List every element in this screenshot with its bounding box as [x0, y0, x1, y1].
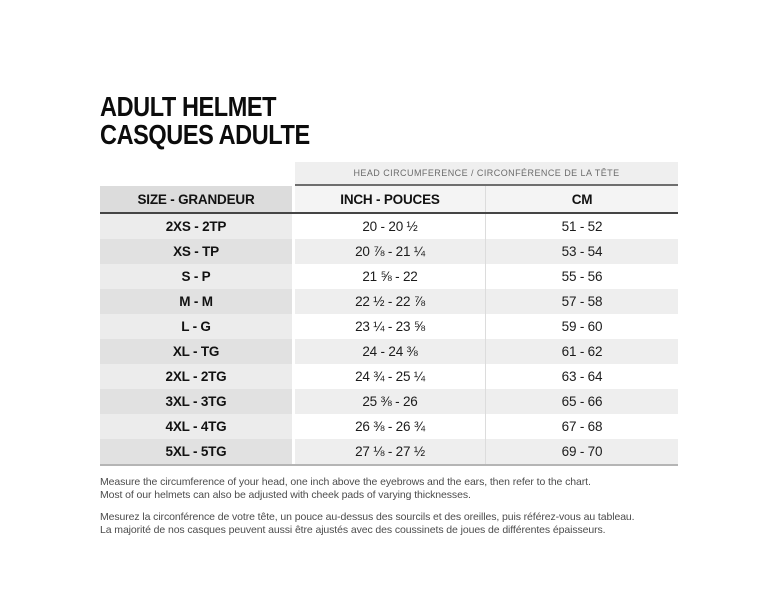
inch-cell: 27 ⅛ - 27 ½: [295, 439, 485, 464]
inch-cell: 24 ¾ - 25 ¼: [295, 364, 485, 389]
note-french: [100, 511, 678, 537]
page-title-fr: CASQUES ADULTE: [100, 119, 310, 150]
size-cell: 4XL - 4TG: [100, 414, 292, 439]
table-row: [100, 239, 678, 264]
table-row: [100, 364, 678, 389]
size-cell: XL - TG: [100, 339, 292, 364]
table-header-row: [100, 186, 678, 214]
note-french-line2: La majorité de nos casques peuvent aussi être ajustés avec des coussinets de joues de différentes épaisseurs.: [100, 524, 606, 536]
size-cell: 3XL - 3TG: [100, 389, 292, 414]
inch-cell: 23 ¼ - 23 ⅝: [295, 314, 485, 339]
size-cell: 5XL - 5TG: [100, 439, 292, 464]
head-circumference-header: HEAD CIRCUMFERENCE / CIRCONFÉRENCE DE LA TÊTE: [295, 162, 678, 186]
cm-cell: 67 - 68: [485, 414, 678, 439]
table-row: [100, 389, 678, 414]
size-chart-content: [100, 93, 678, 546]
cm-cell: 69 - 70: [485, 439, 678, 464]
span-header-spacer: [100, 162, 295, 186]
note-english-line2: Most of our helmets can also be adjusted with cheek pads of varying thicknesses.: [100, 489, 471, 501]
cm-cell: 63 - 64: [485, 364, 678, 389]
inch-cell: 22 ½ - 22 ⅞: [295, 289, 485, 314]
note-french-line1: Mesurez la circonférence de votre tête, un pouce au-dessus des sourcils et des oreilles, puis référez-vous au tableau.: [100, 511, 635, 523]
cm-cell: 51 - 52: [485, 214, 678, 239]
cm-cell: 53 - 54: [485, 239, 678, 264]
table-row: [100, 439, 678, 464]
cm-cell: 59 - 60: [485, 314, 678, 339]
size-cell: L - G: [100, 314, 292, 339]
inch-cell: 26 ⅜ - 26 ¾: [295, 414, 485, 439]
note-english: [100, 476, 678, 502]
page-title-en: ADULT HELMET: [100, 91, 277, 122]
table-row: [100, 264, 678, 289]
size-cell: 2XS - 2TP: [100, 214, 292, 239]
page-title: [100, 93, 586, 149]
col-header-cm: CM: [485, 186, 678, 212]
table-row: [100, 289, 678, 314]
table-row: [100, 314, 678, 339]
size-cell: 2XL - 2TG: [100, 364, 292, 389]
size-cell: M - M: [100, 289, 292, 314]
inch-cell: 20 - 20 ½: [295, 214, 485, 239]
measurement-notes: [100, 476, 678, 537]
size-table-body: [100, 214, 678, 466]
table-row: [100, 339, 678, 364]
inch-cell: 21 ⅝ - 22: [295, 264, 485, 289]
cm-cell: 57 - 58: [485, 289, 678, 314]
size-cell: S - P: [100, 264, 292, 289]
cm-cell: 65 - 66: [485, 389, 678, 414]
span-header-row: [100, 162, 678, 186]
inch-cell: 20 ⅞ - 21 ¼: [295, 239, 485, 264]
cm-cell: 61 - 62: [485, 339, 678, 364]
inch-cell: 24 - 24 ⅜: [295, 339, 485, 364]
col-header-size: SIZE - GRANDEUR: [100, 186, 292, 212]
note-english-line1: Measure the circumference of your head, one inch above the eyebrows and the ears, then refer to the chart.: [100, 476, 591, 488]
table-row: [100, 414, 678, 439]
col-header-inch: INCH - POUCES: [295, 186, 485, 212]
size-cell: XS - TP: [100, 239, 292, 264]
inch-cell: 25 ⅜ - 26: [295, 389, 485, 414]
table-row: [100, 214, 678, 239]
cm-cell: 55 - 56: [485, 264, 678, 289]
